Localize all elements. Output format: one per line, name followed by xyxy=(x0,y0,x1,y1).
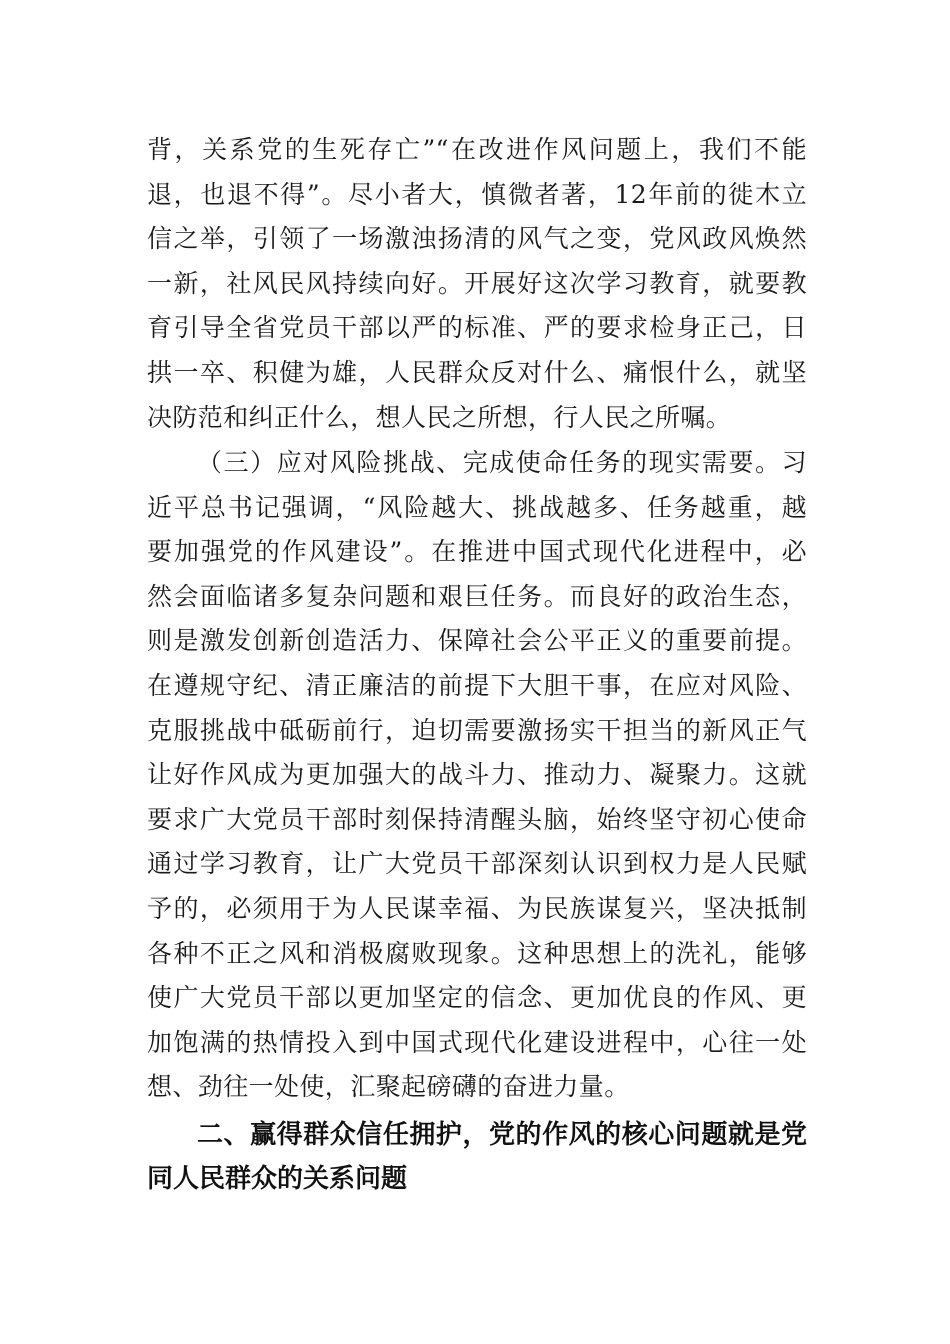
paragraph-line: 然会面临诸多复杂问题和艰巨任务。而良好的政治生态， xyxy=(147,581,807,611)
paragraph-line: 要求广大党员干部时刻保持清醒头脑，始终坚守初心使命 xyxy=(147,804,807,834)
heading-line: 二、赢得群众信任拥护，党的作风的核心问题就是党 xyxy=(197,1120,807,1150)
paragraph-line: 予的，必须用于为人民谋幸福、为民族谋复兴，坚决抵制 xyxy=(147,893,807,923)
section-heading xyxy=(147,1113,807,1201)
paragraph-line: 加饱满的热情投入到中国式现代化建设进程中，心往一处 xyxy=(147,1027,807,1057)
paragraph-line: 让好作风成为更加强大的战斗力、推动力、凝聚力。这就 xyxy=(147,760,807,790)
paragraph-line: 近平总书记强调，“风险越大、挑战越多、任务越重，越 xyxy=(147,492,807,522)
paragraph-line: 想、劲往一处使，汇聚起磅礴的奋进力量。 xyxy=(147,1072,630,1102)
paragraph-line: 信之举，引领了一场激浊扬清的风气之变，党风政风焕然 xyxy=(147,224,807,254)
heading-line: 同人民群众的关系问题 xyxy=(147,1164,408,1194)
paragraph-line: 决防范和纠正什么，想人民之所想，行人民之所嘱。 xyxy=(147,402,732,432)
paragraph-line: 通过学习教育，让广大党员干部深刻认识到权力是人民赋 xyxy=(147,849,807,879)
paragraph-line: 在遵规守纪、清正廉洁的前提下大胆干事，在应对风险、 xyxy=(147,670,807,700)
paragraph-line: 使广大党员干部以更加坚定的信念、更加优良的作风、更 xyxy=(147,983,807,1013)
paragraph-line: 各种不正之风和消极腐败现象。这种思想上的洗礼，能够 xyxy=(147,938,807,968)
paragraph-line: 克服挑战中砥砺前行，迫切需要激扬实干担当的新风正气 xyxy=(147,715,807,745)
paragraph-line: 拱一卒、积健为雄，人民群众反对什么、痛恨什么，就坚 xyxy=(147,357,807,387)
paragraph-line: 一新，社风民风持续向好。开展好这次学习教育，就要教 xyxy=(147,268,807,298)
paragraph-line: 则是激发创新创造活力、保障社会公平正义的重要前提。 xyxy=(147,626,807,656)
paragraph-2 xyxy=(147,441,807,1110)
paragraph-line: 退，也退不得”。尽小者大，慎微者著，12年前的徙木立 xyxy=(147,179,807,209)
paragraph-line: 要加强党的作风建设”。在推进中国式现代化进程中，必 xyxy=(147,537,807,567)
paragraph-1 xyxy=(147,128,807,440)
paragraph-line: （三）应对风险挑战、完成使命任务的现实需要。习 xyxy=(197,448,807,477)
paragraph-line: 育引导全省党员干部以严的标准、严的要求检身正己，日 xyxy=(147,313,807,343)
paragraph-line: 背，关系党的生死存亡”“在改进作风问题上，我们不能 xyxy=(147,135,807,164)
